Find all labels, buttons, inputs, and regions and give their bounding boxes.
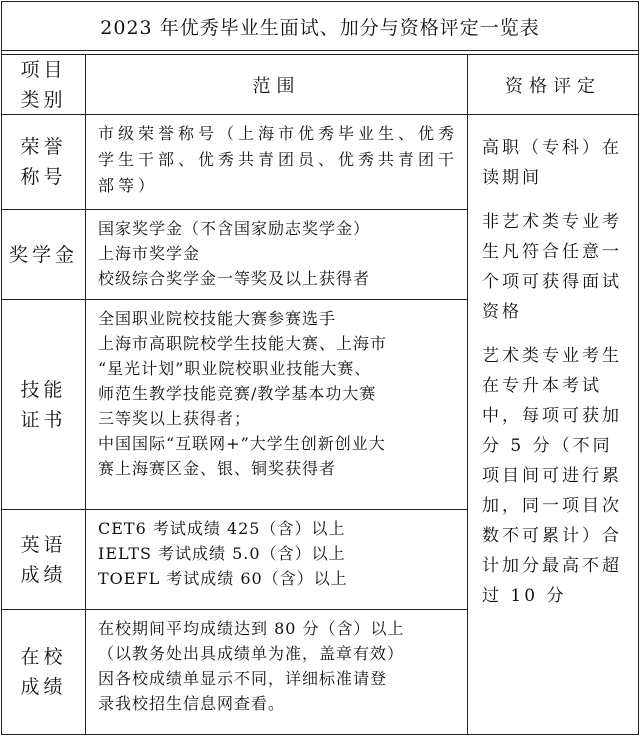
english-category-line2: 成绩 — [20, 563, 67, 586]
row-skills-scope — [86, 300, 468, 510]
grades-scope-line3: 因各校成绩单显示不同，详细标准请登 — [98, 669, 388, 688]
qualification-non-art: 非艺术类专业考生凡符合任意一个项可获得面试资格 — [482, 212, 622, 322]
row-grades-scope — [86, 610, 468, 734]
header-category-line2: 类别 — [20, 88, 67, 111]
grades-category-line2: 成绩 — [20, 676, 67, 698]
grades-scope-line1: 在校期间平均成绩达到 80 分（含）以上 — [98, 619, 405, 638]
row-english-category — [2, 510, 86, 610]
evaluation-table-page — [1, 1, 639, 735]
evaluation-table — [2, 55, 638, 734]
honor-category-line2: 称号 — [20, 166, 67, 188]
page-title: 2023 年优秀毕业生面试、加分与资格评定一览表 — [2, 2, 638, 51]
skills-scope-line3: “星光计划”职业院校职业技能大赛、 — [98, 359, 372, 378]
scholarship-scope-line1: 国家奖学金（不含国家励志奖学金） — [98, 219, 371, 238]
header-category-line1: 项目 — [20, 58, 67, 81]
row-scholarship-scope — [86, 210, 468, 300]
row-scholarship-category — [2, 210, 86, 300]
skills-category-line2: 证书 — [20, 408, 67, 431]
grades-category-line1: 在校 — [20, 646, 67, 668]
skills-scope-line1: 全国职业院校技能大赛参赛选手 — [98, 309, 337, 328]
header-category — [2, 55, 86, 115]
skills-scope-line6: 中国国际“互联网+”大学生创新创业大 — [98, 434, 386, 453]
row-english-scope — [86, 510, 468, 610]
skills-scope-line2: 上海市高职院校学生技能大赛、上海市 — [98, 334, 388, 353]
scholarship-scope-line3: 校级综合奖学金一等奖及以上获得者 — [98, 269, 371, 288]
grades-scope-line4: 录我校招生信息网查看。 — [98, 694, 286, 713]
row-grades-category — [2, 610, 86, 734]
qualification-art: 艺术类专业考生在专升本考试中，每项可获加分 5 分（不同项目间可进行累加，同一项目次数不可累计）合计加分最高不超过 10 分 — [482, 346, 622, 606]
qualification-cell — [468, 115, 638, 734]
row-honor-scope — [86, 115, 468, 210]
skills-scope-line5: 三等奖以上获得者； — [98, 409, 252, 428]
qualification-period: 高职（专科）在读期间 — [482, 138, 622, 188]
honor-scope-text: 市级荣誉称号（上海市优秀毕业生、优秀学生干部、优秀共青团员、优秀共青团干部等） — [98, 124, 459, 195]
scholarship-category-line1: 奖学金 — [8, 243, 78, 266]
english-scope-line2: IELTS 考试成绩 5.0（含）以上 — [98, 544, 346, 563]
english-scope-line3: TOEFL 考试成绩 60（含）以上 — [98, 569, 348, 588]
english-scope-line1: CET6 考试成绩 425（含）以上 — [98, 519, 346, 538]
honor-category-line1: 荣誉 — [20, 136, 67, 158]
row-skills-category — [2, 300, 86, 510]
row-honor-category — [2, 115, 86, 210]
skills-category-line1: 技能 — [20, 378, 67, 401]
header-scope: 范围 — [86, 55, 468, 115]
scholarship-scope-line2: 上海市奖学金 — [98, 244, 201, 263]
header-qualification: 资格评定 — [468, 55, 638, 115]
skills-scope-line4: 师范生教学技能竞赛/教学基本功大赛 — [98, 384, 377, 403]
english-category-line1: 英语 — [20, 533, 67, 556]
skills-scope-line7: 赛上海赛区金、银、铜奖获得者 — [98, 459, 337, 478]
grades-scope-line2: （以教务处出具成绩单为准，盖章有效） — [98, 644, 405, 663]
